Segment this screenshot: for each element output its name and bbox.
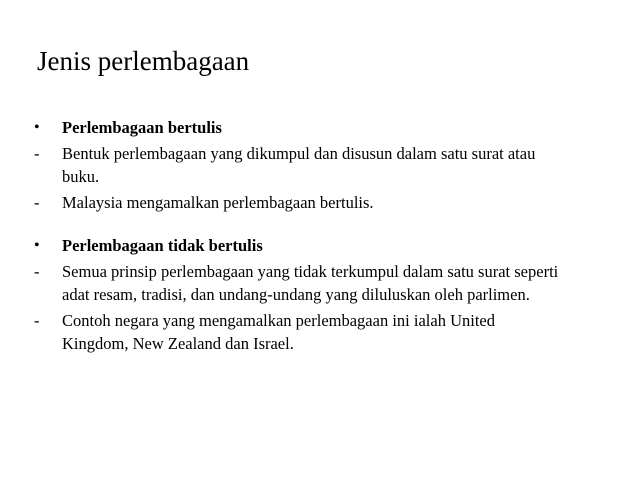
slide-content xyxy=(34,116,614,355)
item-line: adat resam, tradisi, dan undang-undang yang diluluskan oleh parlimen. xyxy=(62,285,530,304)
dash-item xyxy=(34,142,614,188)
heading-text: Perlembagaan bertulis xyxy=(62,118,222,137)
slide-title: Jenis perlembagaan xyxy=(37,46,250,76)
dash-marker: - xyxy=(34,193,40,212)
item-line: Kingdom, New Zealand dan Israel. xyxy=(62,334,294,353)
dash-marker: - xyxy=(34,311,40,330)
bullet-marker: • xyxy=(34,237,40,254)
bullet-marker: • xyxy=(34,119,40,136)
item-line: Malaysia mengamalkan perlembagaan bertulis. xyxy=(62,193,374,212)
item-line: Semua prinsip perlembagaan yang tidak terkumpul dalam satu surat seperti xyxy=(62,262,559,281)
dash-item xyxy=(34,260,614,306)
dash-marker: - xyxy=(34,144,40,163)
dash-item xyxy=(34,309,614,355)
item-line: buku. xyxy=(62,167,100,186)
bullet-heading-written xyxy=(34,116,614,139)
item-line: Bentuk perlembagaan yang dikumpul dan disusun dalam satu surat atau xyxy=(62,144,536,163)
item-line: Contoh negara yang mengamalkan perlembagaan ini ialah United xyxy=(62,311,495,330)
heading-text: Perlembagaan tidak bertulis xyxy=(62,236,263,255)
dash-marker: - xyxy=(34,262,40,281)
bullet-heading-unwritten xyxy=(34,234,614,257)
dash-item xyxy=(34,191,614,214)
